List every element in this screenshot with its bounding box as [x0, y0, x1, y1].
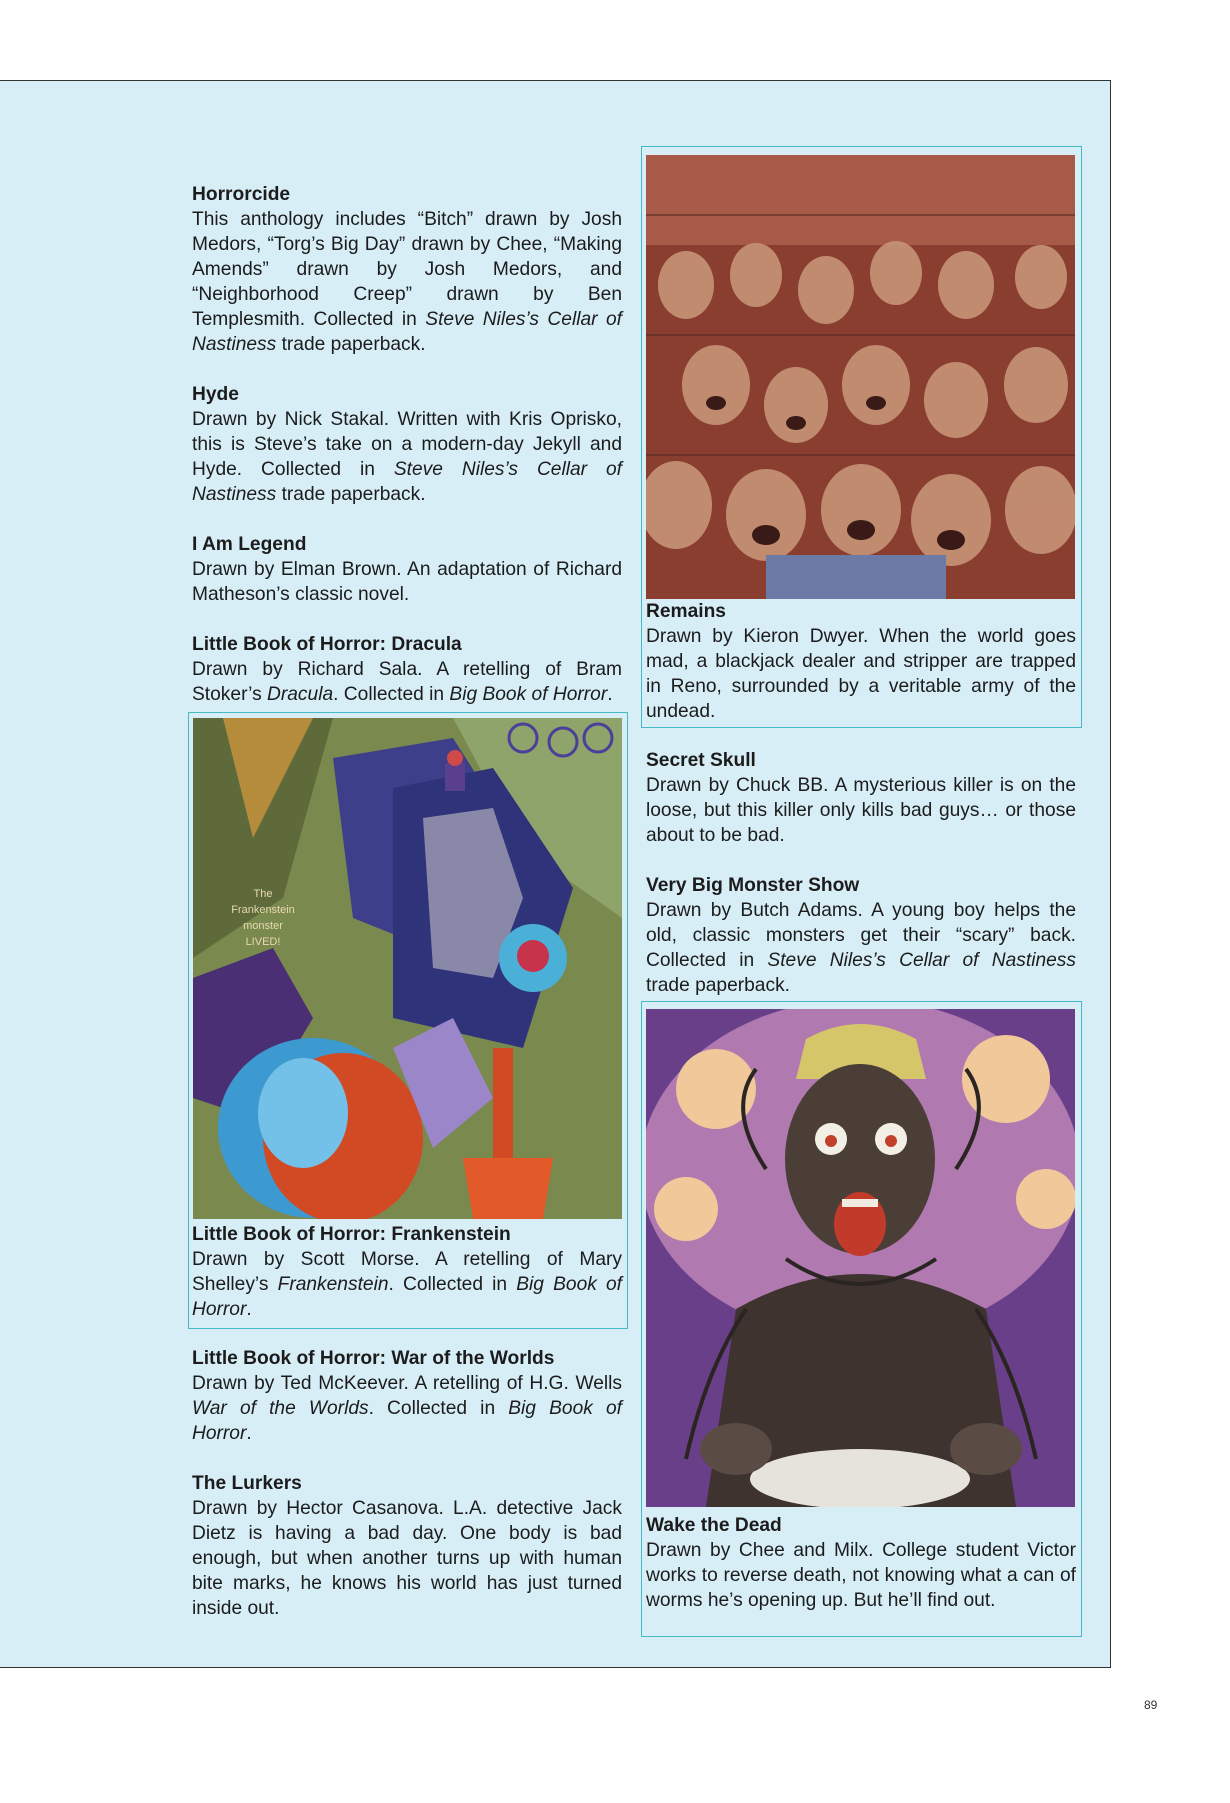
entry-title: The Lurkers — [192, 1473, 302, 1494]
entry-i-am-legend — [192, 532, 622, 607]
entry-title: Wake the Dead — [646, 1515, 782, 1536]
entry-body: Drawn by Butch Adams. A young boy helps the old, classic monsters get their “scary” back. Collected in Steve Niles’s Cellar of Nastiness trade paperback. — [646, 900, 1076, 996]
entry-very-big-monster-show — [646, 873, 1076, 998]
entry-body: Drawn by Chee and Milx. College student Victor works to reverse death, not knowing what a can of worms he’s opening up. But he’ll find out. — [646, 1540, 1076, 1611]
frankenstein-artwork — [193, 718, 622, 1219]
art-caption — [223, 886, 303, 950]
entry-title: Horrorcide — [192, 184, 291, 205]
wake-the-dead-artwork — [646, 1009, 1075, 1507]
entry-title: I Am Legend — [192, 534, 307, 555]
entry-body: Drawn by Nick Stakal. Written with Kris Oprisko, this is Steve’s take on a modern-day Jekyll and Hyde. Collected in Steve Niles’s Cellar of Nastiness trade paperback. — [192, 409, 622, 505]
entry-body: This anthology includes “Bitch” drawn by Josh Medors, “Torg’s Big Day” drawn by Chee, “Making Amends” drawn by Josh Medors, and “Neighborhood Creep” drawn by Ben Templesmith. Collected in Steve Niles’s Cellar of Nastiness trade paperback. — [192, 209, 622, 355]
zombie-crowd-illustration — [646, 155, 1075, 599]
entry-body: Drawn by Hector Casanova. L.A. detective Jack Dietz is having a bad day. One body is bad enough, but when another turns up with human bite marks, he knows his world has just turned inside out. — [192, 1498, 622, 1619]
entry-title: Little Book of Horror: Frankenstein — [192, 1224, 511, 1245]
entry-title: Little Book of Horror: War of the Worlds — [192, 1348, 555, 1369]
entry-body: Drawn by Elman Brown. An adaptation of Richard Matheson’s classic novel. — [192, 559, 622, 605]
zombie-illustration — [646, 1009, 1075, 1507]
right-middle-column — [646, 748, 1076, 998]
entry-hyde — [192, 382, 622, 507]
art-caption-line: The — [253, 888, 273, 900]
entry-body: Drawn by Ted McKeever. A retelling of H.G. Wells War of the Worlds. Collected in Big Book of Horror. — [192, 1373, 622, 1444]
page-number: 89 — [1144, 1698, 1158, 1712]
entry-title: Little Book of Horror: Dracula — [192, 634, 462, 655]
entry-title: Remains — [646, 601, 726, 622]
entry-wake-the-dead — [646, 1513, 1076, 1613]
art-caption-line: Frankenstein — [231, 904, 295, 916]
entry-frankenstein — [192, 1222, 622, 1322]
left-column — [192, 182, 622, 707]
art-caption-line: monster — [243, 920, 283, 932]
entry-body: Drawn by Scott Morse. A retelling of Mary Shelley’s Frankenstein. Collected in Big Book of Horror. — [192, 1249, 622, 1320]
frankenstein-illustration — [193, 718, 622, 1219]
entry-remains — [646, 599, 1076, 724]
art-caption-line: LIVED! — [245, 936, 281, 948]
entry-title: Very Big Monster Show — [646, 875, 860, 896]
left-lower-column — [192, 1346, 622, 1621]
entry-the-lurkers — [192, 1471, 622, 1621]
entry-title: Hyde — [192, 384, 239, 405]
entry-body: Drawn by Richard Sala. A retelling of Bram Stoker’s Dracula. Collected in Big Book of Horror. — [192, 659, 622, 705]
entry-war-of-the-worlds — [192, 1346, 622, 1446]
entry-secret-skull — [646, 748, 1076, 848]
remains-artwork — [646, 155, 1075, 599]
entry-horrorcide — [192, 182, 622, 357]
entry-dracula — [192, 632, 622, 707]
entry-body: Drawn by Kieron Dwyer. When the world goes mad, a blackjack dealer and stripper are trapped in Reno, surrounded by a veritable army of the undead. — [646, 626, 1076, 722]
entry-body: Drawn by Chuck BB. A mysterious killer is on the loose, but this killer only kills bad guys… or those about to be bad. — [646, 775, 1076, 846]
entry-title: Secret Skull — [646, 750, 756, 771]
